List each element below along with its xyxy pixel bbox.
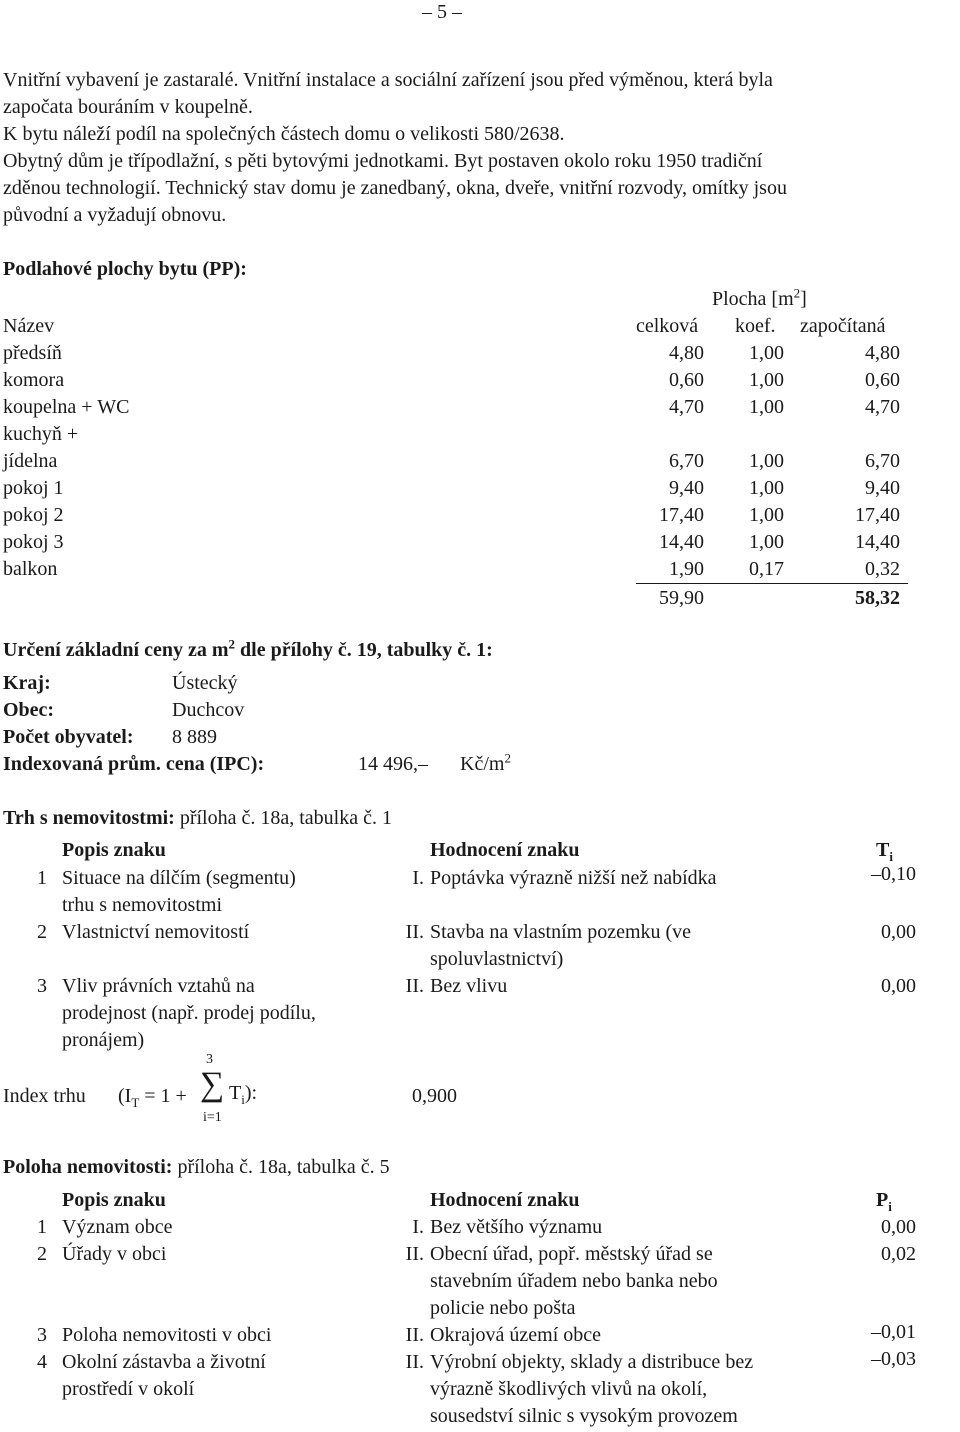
location-col-p: $P_i$ bbox=[876, 1189, 892, 1214]
room-coef: 0,17 bbox=[749, 558, 784, 580]
room-total: 9,40 bbox=[669, 477, 704, 499]
obec-value: Duchcov bbox=[172, 699, 245, 721]
col-counted-header: započítaná bbox=[800, 315, 886, 337]
room-name: pokoj 1 bbox=[3, 477, 64, 499]
row-desc: prodejnost (např. prodej podílu, bbox=[62, 1002, 316, 1024]
row-roman: II. bbox=[405, 975, 424, 997]
row-value: –0,03 bbox=[871, 1348, 916, 1370]
row-roman: I. bbox=[412, 867, 424, 889]
row-roman: II. bbox=[405, 1324, 424, 1346]
room-total: 4,70 bbox=[669, 396, 704, 418]
room-coef: 1,00 bbox=[749, 531, 784, 553]
row-desc: Význam obce bbox=[62, 1216, 173, 1238]
sum-lower-limit: i=1 bbox=[203, 1110, 222, 1125]
sum-counted: 58,32 bbox=[855, 587, 900, 609]
row-value: –0,10 bbox=[871, 863, 916, 885]
room-total: 1,90 bbox=[669, 558, 704, 580]
room-name: kuchyň + bbox=[3, 423, 79, 445]
market-col-eval: Hodnocení znaku bbox=[430, 839, 580, 861]
row-eval: stavebním úřadem nebo banka nebo bbox=[430, 1270, 718, 1292]
room-total: 0,60 bbox=[669, 369, 704, 391]
row-desc: pronájem) bbox=[62, 1029, 145, 1051]
row-value: 0,00 bbox=[881, 975, 916, 997]
room-total: 6,70 bbox=[669, 450, 704, 472]
page-number: – 5 – bbox=[422, 1, 462, 23]
row-number: 4 bbox=[37, 1351, 47, 1373]
room-counted: 6,70 bbox=[865, 450, 900, 472]
kraj-value: Ústecký bbox=[172, 672, 238, 694]
intro-line: Obytný dům je třípodlažní, s pěti bytovými jednotkami. Byt postaven okolo roku 1950 tradiční bbox=[3, 150, 763, 172]
row-roman: I. bbox=[412, 1216, 424, 1238]
col-name-header: Název bbox=[3, 315, 55, 337]
intro-line: původní a vyžadují obnovu. bbox=[3, 204, 227, 226]
market-col-desc: Popis znaku bbox=[62, 839, 166, 861]
room-name: pokoj 3 bbox=[3, 531, 64, 553]
room-counted: 4,70 bbox=[865, 396, 900, 418]
sum-total: 59,90 bbox=[659, 587, 704, 609]
sum-symbol: ∑ bbox=[200, 1066, 225, 1103]
row-number: 2 bbox=[37, 1243, 47, 1265]
room-counted: 14,40 bbox=[855, 531, 900, 553]
intro-line: K bytu náleží podíl na společných částech domu o velikosti 580/2638. bbox=[3, 123, 565, 145]
room-counted: 4,80 bbox=[865, 342, 900, 364]
location-heading: Poloha nemovitosti: příloha č. 18a, tabulka č. 5 bbox=[3, 1156, 390, 1178]
market-heading: Trh s nemovitostmi: příloha č. 18a, tabulka č. 1 bbox=[3, 807, 392, 829]
row-eval: výrazně škodlivých vlivů na okolí, bbox=[430, 1378, 708, 1400]
intro-line: Vnitřní vybavení je zastaralé. Vnitřní instalace a sociální zařízení jsou před výměnou, která byla bbox=[3, 69, 773, 91]
room-coef: 1,00 bbox=[749, 369, 784, 391]
row-eval: Výrobní objekty, sklady a distribuce bez bbox=[430, 1351, 754, 1373]
row-eval: Bez většího významu bbox=[430, 1216, 603, 1238]
kraj-label: Kraj: bbox=[3, 672, 51, 694]
index-formula-start: ($I_T = 1$ + bbox=[118, 1085, 187, 1110]
index-label: Index trhu bbox=[3, 1085, 86, 1107]
room-coef: 1,00 bbox=[749, 477, 784, 499]
row-number: 3 bbox=[37, 975, 47, 997]
row-value: 0,00 bbox=[881, 921, 916, 943]
room-total: 4,80 bbox=[669, 342, 704, 364]
population-value: 8 889 bbox=[172, 726, 217, 748]
row-number: 1 bbox=[37, 867, 47, 889]
population-label: Počet obyvatel: bbox=[3, 726, 134, 748]
room-coef: 1,00 bbox=[749, 396, 784, 418]
row-roman: II. bbox=[405, 921, 424, 943]
row-desc: Úřady v obci bbox=[62, 1243, 167, 1265]
room-counted: 0,60 bbox=[865, 369, 900, 391]
row-eval: Obecní úřad, popř. městský úřad se bbox=[430, 1243, 713, 1265]
room-coef: 1,00 bbox=[749, 342, 784, 364]
room-counted: 0,32 bbox=[865, 558, 900, 580]
row-eval: Poptávka výrazně nižší než nabídka bbox=[430, 867, 717, 889]
room-name: koupelna + WC bbox=[3, 396, 130, 418]
row-roman: II. bbox=[405, 1351, 424, 1373]
room-counted: 17,40 bbox=[855, 504, 900, 526]
ipc-unit: $Kč/m^2$ bbox=[460, 750, 511, 775]
col-total-header: celková bbox=[636, 315, 699, 337]
room-name-cont: jídelna bbox=[3, 450, 58, 472]
area-unit-header: Plocha $[m^2]$ bbox=[712, 285, 807, 310]
row-eval: Bez vlivu bbox=[430, 975, 508, 997]
sum-divider bbox=[636, 583, 908, 584]
row-desc: Situace na dílčím (segmentu) bbox=[62, 867, 296, 889]
row-value: –0,01 bbox=[871, 1321, 916, 1343]
row-eval: Stavba na vlastním pozemku (ve bbox=[430, 921, 692, 943]
row-desc: Vlastnictví nemovitostí bbox=[62, 921, 250, 943]
row-desc: Poloha nemovitosti v obci bbox=[62, 1324, 272, 1346]
ipc-label: Indexovaná prům. cena (IPC): bbox=[3, 753, 265, 775]
market-col-t: $T_i$ bbox=[876, 839, 893, 864]
row-eval: spoluvlastnictví) bbox=[430, 948, 564, 970]
location-col-desc: Popis znaku bbox=[62, 1189, 166, 1211]
room-total: 17,40 bbox=[659, 504, 704, 526]
room-name: balkon bbox=[3, 558, 58, 580]
room-counted: 9,40 bbox=[865, 477, 900, 499]
sum-term: $T_i$): bbox=[229, 1082, 258, 1107]
row-eval: Okrajová území obce bbox=[430, 1324, 602, 1346]
col-coef-header: koef. bbox=[735, 315, 776, 337]
intro-line: zděnou technologií. Technický stav domu je zanedbaný, okna, dveře, vnitřní rozvody, omítky jsou bbox=[3, 177, 787, 199]
intro-line: započata bouráním v koupelně. bbox=[3, 96, 253, 118]
room-coef: 1,00 bbox=[749, 450, 784, 472]
row-number: 2 bbox=[37, 921, 47, 943]
location-col-eval: Hodnocení znaku bbox=[430, 1189, 580, 1211]
row-roman: II. bbox=[405, 1243, 424, 1265]
room-total: 14,40 bbox=[659, 531, 704, 553]
room-coef: 1,00 bbox=[749, 504, 784, 526]
row-eval: sousedství silnic s vysokým provozem bbox=[430, 1405, 738, 1427]
row-desc: prostředí v okolí bbox=[62, 1378, 195, 1400]
row-value: 0,00 bbox=[881, 1216, 916, 1238]
sum-upper-limit: 3 bbox=[206, 1052, 213, 1067]
price-heading: Určení základní ceny za $m^2$ dle přílohy č. 19, tabulky č. 1: bbox=[3, 636, 493, 661]
obec-label: Obec: bbox=[3, 699, 55, 721]
index-value: 0,900 bbox=[412, 1085, 457, 1107]
ipc-value: 14 496,– bbox=[358, 753, 428, 775]
row-number: 1 bbox=[37, 1216, 47, 1238]
room-name: pokoj 2 bbox=[3, 504, 64, 526]
floor-heading: Podlahové plochy bytu (PP): bbox=[3, 258, 247, 280]
row-eval: policie nebo pošta bbox=[430, 1297, 576, 1319]
row-value: 0,02 bbox=[881, 1243, 916, 1265]
row-desc: trhu s nemovitostmi bbox=[62, 894, 222, 916]
row-number: 3 bbox=[37, 1324, 47, 1346]
room-name: komora bbox=[3, 369, 65, 391]
row-desc: Vliv právních vztahů na bbox=[62, 975, 255, 997]
row-desc: Okolní zástavba a životní bbox=[62, 1351, 266, 1373]
room-name: předsíň bbox=[3, 342, 62, 364]
